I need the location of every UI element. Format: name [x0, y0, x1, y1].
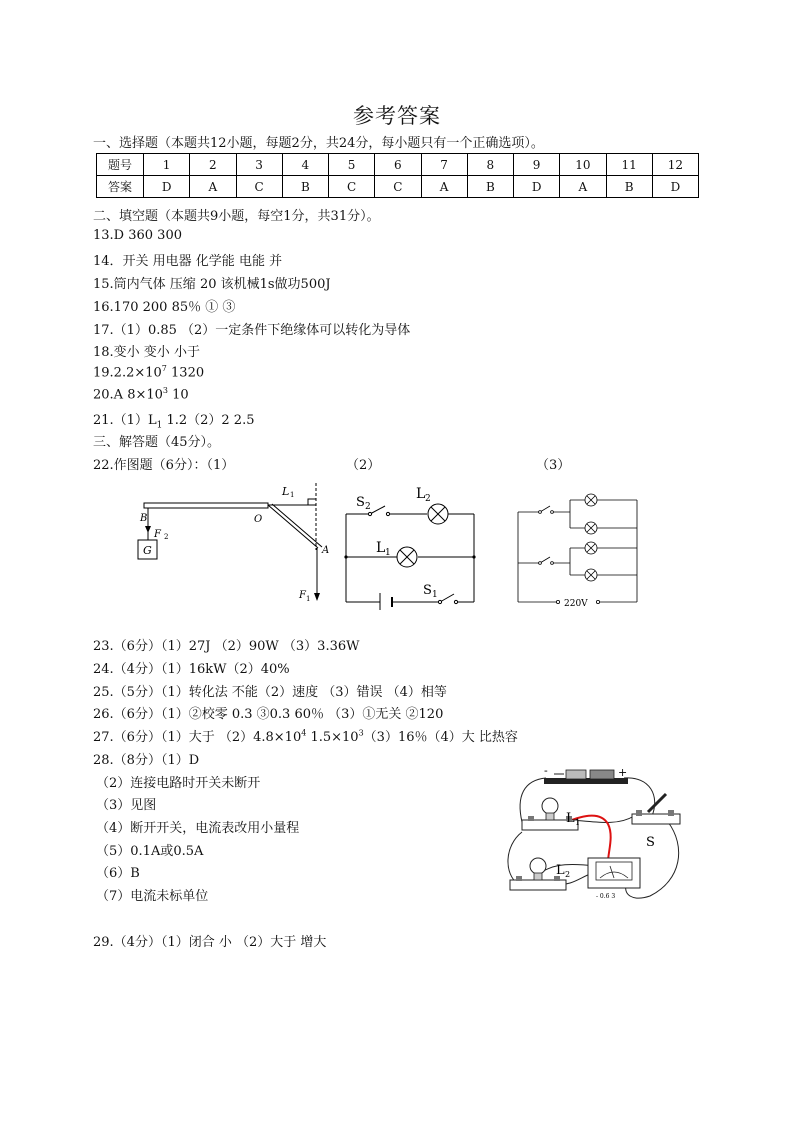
answer-28-line: （6）B [96, 866, 140, 881]
answer-22-label: 22.作图题（6分）：（1） [93, 458, 235, 473]
junction-dot [344, 555, 347, 558]
answer-13: 13.D 360 300 [93, 228, 182, 243]
answer-22-part-3-label: （3） [536, 458, 571, 473]
switch-contact [539, 511, 542, 514]
answer-28-line: （2）连接电路时开关未断开 [96, 776, 261, 791]
lever-diagram [130, 478, 345, 613]
answer-19-text: 19.2.2×10 [93, 365, 162, 381]
junction-dot [472, 555, 475, 558]
answer-19-exponent: 7 [161, 364, 167, 373]
label-o: O [254, 514, 263, 525]
label-l1-subscript: 1 [385, 548, 391, 558]
lamp-icon [585, 494, 597, 506]
answer-21 [93, 409, 254, 431]
label-s1: S [423, 583, 432, 598]
answer-20 [93, 386, 189, 402]
switch-contact [539, 562, 542, 565]
switch-icon [632, 794, 680, 824]
table-cell: C [329, 176, 375, 198]
label-b: B [140, 513, 148, 524]
lamp-icon [585, 542, 597, 554]
table-cell: 9 [514, 154, 560, 176]
answer-29: 29.（4分）（1）闭合 小 （2）大于 增大 [93, 935, 327, 950]
lamp-icon [585, 522, 597, 534]
lamp-l2 [428, 504, 448, 524]
table-cell: D [514, 176, 560, 198]
table-cell: B [282, 176, 328, 198]
lever-bar [144, 503, 268, 508]
switch-s1-contact [454, 600, 457, 603]
ammeter-icon [588, 858, 640, 888]
lever-arm-edge [272, 504, 322, 547]
label-220v: 220V [564, 599, 588, 609]
answer-27 [93, 726, 518, 745]
answer-23: 23.（6分）（1）27J （2）90W （3）3.36W [93, 639, 360, 654]
switch-contact [551, 562, 554, 565]
label-l1: L [282, 485, 290, 498]
label-g: G [143, 544, 152, 557]
table-cell: D [652, 176, 698, 198]
table-cell: 1 [144, 154, 190, 176]
answer-21-subscript: 1 [156, 420, 163, 431]
label-s2: S [356, 495, 365, 510]
label-f1-subscript: 1 [306, 595, 311, 603]
table-cell: 8 [467, 154, 513, 176]
answer-28-line: （3）见图 [96, 798, 157, 813]
table-cell: B [467, 176, 513, 198]
answer-15: 15.筒内气体 压缩 20 该机械1s做功500J [93, 277, 331, 292]
answer-28-line: （7）电流未标单位 [96, 889, 209, 904]
table-cell: 2 [190, 154, 236, 176]
section-1-heading: 一、选择题（本题共12小题，每题2分，共24分，每小题只有一个正确选项）。 [93, 136, 544, 151]
label-s: S [646, 835, 655, 850]
battery-holder [544, 770, 628, 784]
lamp-l1 [397, 547, 417, 567]
answer-27-text: 1.5×10 [306, 730, 359, 745]
table-cell: B [606, 176, 652, 198]
answer-27-text: （3）16％（4）大 比热容 [363, 730, 518, 745]
answer-18: 18.变小 变小 小于 [93, 345, 200, 360]
answer-27-text: 27.（6分）（1）大于 （2）4.8×10 [93, 730, 302, 745]
label-f2-subscript: 2 [164, 533, 169, 541]
label-f2: F [154, 529, 161, 540]
answer-28-line: （5）0.1A或0.5A [96, 844, 204, 859]
row-label-number: 题号 [97, 154, 144, 176]
table-row [97, 154, 699, 176]
label-l1-subscript: 1 [575, 818, 581, 827]
label-f1: F [299, 590, 306, 601]
answer-14: 14．开关 用电器 化学能 电能 并 [93, 254, 283, 269]
label-l1-subscript: 1 [290, 491, 295, 499]
label-l1: L [566, 811, 575, 826]
f1-arrowhead [314, 593, 320, 601]
table-cell: 5 [329, 154, 375, 176]
switch-contact [551, 511, 554, 514]
table-cell: 3 [236, 154, 282, 176]
answer-21-text: 21.（1）L [93, 413, 157, 428]
circuit-diagram-2 [340, 480, 480, 610]
switch-s2-contact [386, 512, 389, 515]
label-l2: L [416, 486, 426, 502]
table-cell: A [421, 176, 467, 198]
answer-26: 26.（6分）（1）②校零 0.3 ③0.3 60％ （3）①无关 ②120 [93, 707, 444, 722]
switch-s1-contact [438, 600, 441, 603]
answer-27-exponent: 4 [301, 728, 307, 738]
terminal-dot [556, 600, 559, 603]
battery-plus-label: + [618, 766, 628, 779]
answer-17: 17.（1）0.85 （2）一定条件下绝缘体可以转化为导体 [93, 323, 411, 338]
physical-circuit-diagram [500, 766, 690, 906]
section-3-heading: 三、解答题（45分）。 [93, 435, 221, 450]
battery-minus-label: - [544, 766, 548, 777]
label-s1-subscript: 1 [432, 590, 438, 600]
table-cell: D [144, 176, 190, 198]
table-cell: 7 [421, 154, 467, 176]
page-title: 参考答案 [353, 104, 441, 128]
answer-28-line: 28.（8分）（1）D [93, 753, 200, 768]
switch-s2-contact [368, 512, 371, 515]
answer-27-exponent: 3 [358, 728, 364, 738]
label-l1: L [376, 540, 386, 556]
table-cell: C [375, 176, 421, 198]
label-l2-subscript: 2 [425, 494, 431, 504]
circuit-diagram-3 [512, 490, 642, 612]
lever-arm [268, 505, 318, 548]
ammeter-marks: - 0.6 3 [596, 893, 616, 900]
right-angle-mark [308, 499, 316, 505]
terminal-dot [596, 600, 599, 603]
answer-19 [93, 364, 204, 380]
section-2-heading: 二、填空题（本题共9小题，每空1分，共31分）。 [93, 209, 380, 224]
answer-25: 25.（5分）（1）转化法 不能（2）速度 （3）错误 （4）相等 [93, 685, 447, 700]
answer-20-exponent: 3 [162, 386, 168, 395]
label-l2: L [556, 863, 565, 878]
answer-21-rest: 1.2（2）2 2.5 [162, 413, 255, 428]
table-row [97, 176, 699, 198]
lamp-icon [585, 569, 597, 581]
answer-24: 24.（4分）（1）16kW（2）40% [93, 662, 290, 677]
f2-arrowhead [145, 526, 151, 533]
answer-20-rest: 10 [168, 387, 189, 403]
table-cell: A [560, 176, 606, 198]
table-cell: 4 [282, 154, 328, 176]
answer-28-line: （4）断开开关，电流表改用小量程 [96, 821, 300, 836]
table-cell: 6 [375, 154, 421, 176]
answer-19-rest: 1320 [166, 365, 205, 381]
label-s2-subscript: 2 [365, 502, 371, 512]
label-l2-subscript: 2 [565, 870, 571, 879]
answer-table [96, 153, 699, 198]
row-label-answer: 答案 [97, 176, 144, 198]
table-cell: 12 [652, 154, 698, 176]
answer-20-text: 20.A 8×10 [93, 387, 163, 403]
table-cell: C [236, 176, 282, 198]
table-cell: A [190, 176, 236, 198]
answer-22-part-2-label: （2） [346, 458, 381, 473]
answer-16: 16.170 200 85％ ① ③ [93, 300, 236, 315]
label-a: A [322, 545, 330, 556]
table-cell: 10 [560, 154, 606, 176]
table-cell: 11 [606, 154, 652, 176]
